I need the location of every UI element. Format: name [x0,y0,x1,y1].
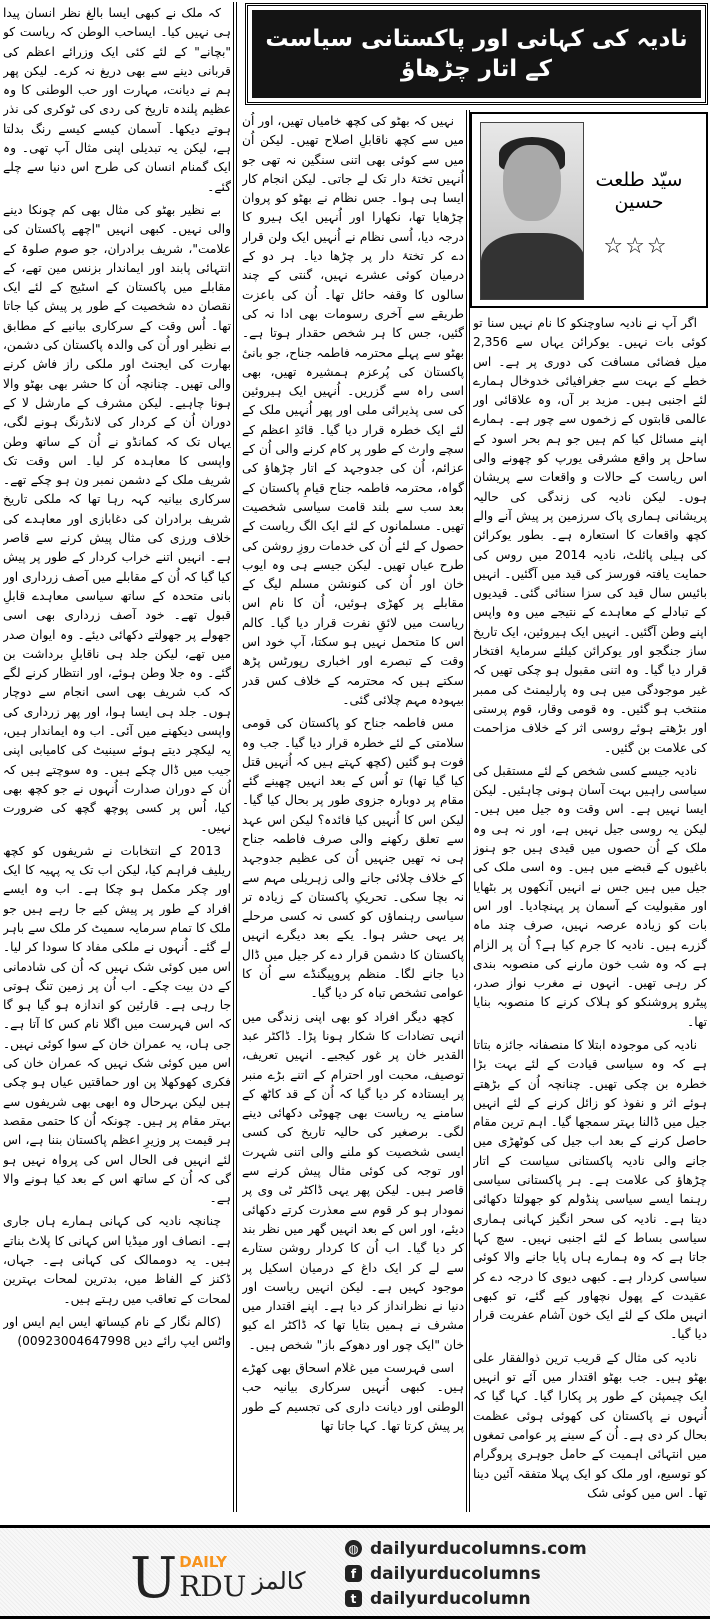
twitter-link[interactable]: t dailyurducolumn [345,1586,705,1611]
author-box [470,112,708,308]
stars-icon: ☆☆☆ [603,234,669,259]
column-divider [466,110,470,1512]
paragraph: نادیہ کی موجودہ ابتلا کا منصفانہ جائزہ بتاتا ہے کہ وہ سیاسی قیادت کے لئے بہت بڑا خطرہ بن چکی تھیں۔ چنانچہ اُن کے بڑھتے ہوئے اثر و نفوذ کو زائل کرنے کے لئے انہیں جیل میں ڈالنا بہتر سمجھا گیا۔ اہم ترین مقام حاصل کرنے کے بعد اب جیل کی کوٹھڑی میں جانے والی نادیہ پاکستانی سیاست کے اتار چڑھاؤ کی علامت ہے۔ ہر پاکستانی سیاسی رہنما ایسے سیاسی پنڈولم کو جھولتا دکھائی دیتا ہے۔ نادیہ کی سحر انگیز کہانی ہماری سیاسی بساط کے لئے اجنبی نہیں۔ سچ کہا جاتا ہے کہ وہ ہمارے ہاں پایا جانے والا کوئی سیاسی کردار ہے۔ کبھی دیوی کا درجہ دے کر عقیدت کے پھول نچھاور کیے گئے، تو کبھی انہیں ملک کے لئے ایک خون آشام عفریت قرار دیا گیا۔ [473,1037,707,1342]
twitter-icon: t [345,1590,362,1607]
paragraph: بے نظیر بھٹو کی مثال بھی کم چونکا دینے والی نہیں۔ کبھی انہیں "اچھے پاکستان کی علامت"، شریف برادران، جو صوم صلوۃ کے انتہائی پابند اور ایماندار بزنس مین تھے، کے مقابلے میں پاکستان کے اسٹیج کے لئے ایک نقصان دہ شخصیت کے طور پر پیش کیا جاتا تھا۔ اُس وقت کے سرکاری بیانیے کے مطابق بے نظیر اور اُن کی والدہ پاکستان کی دشمن، بھارت کی ایجنٹ اور ملکی راز فاش کرنے والی تھیں۔ چنانچہ اُن کا حشر بھی بھٹو والا ہونا چاہیے۔ لیکن مشرف کے مارشل لا کے دوران اُن کے کردار کی لانڈرنگ ہونے لگی، یہاں تک کہ کمانڈو نے اُن کے ساتھ وطن واپسی کا معاہدہ کر لیا۔ اس وقت تک شریف ملک کے دشمن نمبر ون ہو چکے تھے۔ سرکاری بیانیہ کہہ رہا تھا کہ ملکی تاریخ شریف برادران کی دغابازی اور معاہدے کی خلاف ورزی کی مثال پیش کرنے سے قاصر ہے۔ انہیں اتنے خراب کردار کے طور پر پیش کیا گیا کہ اُن کے مقابلے میں آصف زرداری اور بانی متحدہ کے ساتھ سیاسی معاہدے قابلِ قبول تھے۔ خود آصف زرداری بھی اسی جھولے پر جھولتے دکھائی دیئے۔ وہ ایوان صدر میں تھے، لیکن جلد ہی ناقابلِ برداشت بن گئے۔ وہ جلا وطن ہوئے، اور انتظار کرنے لگے کہ کب شریف بھی اسی انجام سے دوچار ہوں۔ جلد ہی ایسا ہوا، اور پھر زرداری کی واپسی دیکھنے میں آئی۔ اب وہ ایماندار ہیں، یہ لیکچر دیتے ہوئے سینیٹ کی کامیابی اپنی جیب میں ڈال چکے ہیں۔ وہ سوچتے ہیں کہ اُن کے دوران صدارت اُنہوں نے جو کچھ بھی کیا، اُس پر کسی پوچھ گچھ کی ضرورت نہیں۔ [3,202,231,835]
headline-box [245,3,708,105]
footer [0,1525,710,1619]
daily-urdu-columns-logo: U DAILY RDU کالمز [130,1546,306,1611]
article-column-right [473,314,707,1512]
paragraph: مس فاطمہ جناح کو پاکستان کی قومی سلامتی کے لئے خطرہ قرار دیا گیا۔ جب وہ فوت ہو گئیں (کچھ کہتے ہیں کہ اُنہیں قتل کیا گیا تھا) تو اُس کے بعد انہیں چھینے گئے مقام پر دوبارہ جزوی طور پر بحال کیا گیا۔ لیکن اس کا اُنہیں کیا فائدہ؟ لیکن اس عہد سے تعلق رکھنے والی صرف فاطمہ جناح ہی نہ تھیں جنہیں اُن کی عظیم جدوجہد کے خلاف چلائی جانے والی زہریلی مہم سے نہ بچا سکی۔ تحریکِ پاکستان کے زیادہ تر سیاسی رہنماؤں کو کسی نہ کسی مرحلے پر یہی حشر ہوا۔ یکے بعد دیگرے انہیں پاکستان کا دشمن قرار دے کر جیل میں ڈال دیا جانے لگا۔ منظم پروپیگنڈے سے اُن کا عوامی تشخص تباہ کر دیا گیا۔ [242,716,464,1001]
column-divider [233,2,237,1512]
facebook-icon: f [345,1565,362,1582]
paragraph: کہ ملک نے کبھی ایسا بالغ نظر انسان پیدا ہی نہیں کیا۔ ایساحب الوطن کہ ریاست کو "بچانے" کے لئے کئی ایک وزرائے اعظم کی قربانی دینے سے بھی دریغ نہ کرے۔ لیکن پھر ہم نے دیانت، مہارت اور حب الوطنی کا وہ عظیم پلندہ تاریخ کی ردی کی ٹوکری کی نذر ہوتے دیکھا۔ آسمان کیسے کیسے رنگ بدلتا ہے، لیکن یہ تبدیلی اپنی مثال آپ تھی۔ وہ ایک گمنام انسان کی طرح اس دنیا سے چلے گئے۔ [3,6,231,194]
headline: نادیہ کی کہانی اور پاکستانی سیاست کے اتار چڑھاؤ [252,10,701,98]
paragraph: نادیہ کی مثال کے قریب ترین ذوالفقار علی بھٹو ہیں۔ جب بھٹو اقتدار میں آئے تو انہیں ایک چیمپئن کے طور پر پکارا گیا۔ کہا گیا کہ اُنہوں نے پاکستان کی کھوئی ہوئی عظمت بحال کر دی ہے۔ اُن کے سینے پر عوامی تمغوں میں انتہائی اہمیت کے حامل جوہری پروگرام کو توسیع، اور ملک کو ایک پہلا متفقہ آئین دینا تھا۔ اس میں کوئی شک [473,1350,707,1500]
article-column-middle [242,112,464,1512]
author-photo [480,122,584,300]
facebook-link[interactable]: f dailyurducolumns [345,1561,705,1586]
globe-icon: ◍ [345,1540,362,1557]
paragraph: اسی فہرست میں غلام اسحاق بھی کھڑے ہیں۔ کبھی اُنہیں سرکاری بیانیہ حب الوطنی اور دیانت داری کی تجسیم کے طور پر پیش کرتا تھا۔ کہا جاتا تھا [242,1361,464,1433]
website-link[interactable]: ◍ dailyurducolumns.com [345,1536,705,1561]
paragraph: کچھ دیگر افراد کو بھی اپنی زندگی میں انہی تضادات کا شکار ہونا پڑا۔ ڈاکٹر عبد القدیر خان پر غور کیجیے۔ انہیں تعریف، توصیف، محبت اور احترام کے اتنے بڑے منبر پر ایستادہ کر دیا گیا کہ اُن کے قد کاٹھ کے سامنے یہ ریاست بھی چھوٹی دکھائی دینے لگی۔ برصغیر کی حالیہ تاریخ کی کسی ایسی شخصیت کو ملنے والی اتنی شہرت اور توجہ کی کوئی مثال پیش کرنے سے قاصر ہیں۔ لیکن پھر یہی ڈاکٹر ٹی وی پر نمودار ہو کر قوم سے معذرت کرتے دکھائی دیئے، اور اس کے بعد انہیں گھر میں نظر بند کر دیا گیا۔ اب اُن کا کردار روشن ستارے سے لے کر ایک داغ کے درمیان اسکیل پر موجود کہیں ہے۔ لیکن انہیں ریاست اور دنیا نے نظرانداز کر دیا ہے۔ اپنے اقتدار میں مشرف نے ہمیں بتایا تھا کہ ڈاکٹر اے کیو خان "ایک چور اور دھوکے باز" شخص ہیں۔ [242,1009,464,1352]
paragraph: 2013 کے انتخابات نے شریفوں کو کچھ ریلیف فراہم کیا، لیکن اب تک یہ پہیہ کا ایک اور چکر مکمل ہو چکا ہے۔ اب وہ ایسے افراد کے طور پر پیش کیے جا رہے ہیں جو ملک کا تمام سرمایہ سمیٹ کر ملک سے باہر لے گئے۔ اُنہوں نے ملکی مفاد کا سودا کر لیا۔ اس میں کوئی شک نہیں کہ اُن کی شادمانی کے دن بیت چکے۔ اب اُن پر زمین تنگ ہوتی جا رہی ہے۔ قارئین کو اندازہ ہو گیا ہو گا کہ اس فہرست میں اگلا نام کس کا آتا ہے۔ جی ہاں، یہ عمران خان کے سوا کوئی نہیں۔ اس میں کوئی شک نہیں کہ عمران خان کی فکری کھوکھلا پن اور حماقتیں عیاں ہو چکی ہیں لیکن بہرحال وہ ابھی بھی شریفوں سے بہتر مقام پر ہیں۔ چونکہ اُن کا حتمی مقصد ہر قیمت پر وزیرِ اعظم پاکستان بننا ہے، اس لئے انہیں فی الحال اس کی پرواہ نہیں ہو گی کہ اُن کے ساتھ اس کے بعد کیا ہونے والا ہے۔ [3,843,231,1206]
paragraph: نادیہ جیسے کسی شخص کے لئے مستقبل کی سیاسی راہیں بہت آسان ہونی چاہئیں۔ لیکن ایسا نہیں ہے۔ اس وقت وہ جیل میں ہیں۔ لیکن یہ روسی جیل نہیں ہے، اور نہ ہی وہ ملک کے اُن حصوں میں قیدی ہیں جو ہنوز باغیوں کے قبضے میں ہیں۔ وہ اسی ملک کی جیل میں ہیں جس نے انہیں آنکھوں پر بٹھایا اور مقبولیت کے آسمان پر پہنچادیا۔ اور اس بات کو زیادہ عرصہ نہیں، صرف چند ماہ گزرے ہیں۔ نادیہ کا جرم کیا ہے؟ اُن پر الزام ہے کہ وہ شب خون مارنے کی منصوبہ بندی کر رہی تھیں۔ انہوں نے مغرب نواز صدر، پیٹرو پروشنکو کو ہلاک کرنے کا منصوبہ بنایا تھا۔ [473,763,707,1029]
article-column-left [3,4,231,1512]
paragraph: اگر آپ نے نادیہ ساوچنکو کا نام نہیں سنا تو کوئی بات نہیں۔ یوکرائن یہاں سے 2,356 میل فضائی مسافت کی دوری پر ہے۔ اس خطے کے بہت سے جغرافیائی خدوخال ہمارے لئے اجنبی ہیں۔ مزید بر آں، وہ علاقائی اور عالمی قابتوں کے زخموں سے چور ہے۔ ہمارے اپنے مسائل کیا کم ہیں جو ہم بحر اسود کے ساحل پر واقع مشرقی یورپ کو چھونے والی اس ریاست کے حالات و واقعات سے پریشان ہوں۔ لیکن نادیہ کی زندگی کی حالیہ پریشانی ہماری پاک سرزمین پر پیش آنے والے کچھ واقعات کا استعارہ ہے۔ بطور یوکرائن کی ہیلی پائلٹ، نادیہ 2014 میں روس کی حمایت یافتہ فورسز کی قید میں آگئیں۔ انہیں بائیس سال قید کی سزا سنائی گئی۔ قیدیوں کے تبادلے کے معاہدے کے نتیجے میں وہ واپس اپنے وطن آگئیں۔ انہیں ایک ہیروئین، ایک تاریخ ساز جنگجو اور یوکرائن کیلئے سرمایۂ افتخار قرار دیا گیا۔ وہ اتنی مقبول ہو چکی تھیں کہ غیر موجودگی میں ہی وہ پارلیمنٹ کی ممبر منتخب ہو گئیں۔ وہ قومی وقار، قوم پرستی اور بڑھتے ہوئے روسی اثر کے خلاف مزاحمت کی علامت بن گئیں۔ [473,316,707,755]
paragraph: چنانچہ نادیہ کی کہانی ہمارے ہاں جاری ہے۔ انصاف اور میڈیا اس کہانی کا پلاٹ بناتے ہیں۔ یہ دوممالک کی کہانی ہے۔ جہاں، ڈکنز کے الفاظ میں، بدترین لمحات بہترین لمحات کے تعاقب میں رہتے ہیں۔ [3,1214,231,1306]
contact-note: (کالم نگار کے نام کیساتھ ایس ایم ایس اور واٹس ایپ رائے دیں 00923004647998) [3,1314,231,1349]
author-name: سیّد طلعت حسین [595,169,683,213]
paragraph: نہیں کہ بھٹو کی کچھ خامیاں تھیں، اور اُن میں سے کچھ ناقابلِ اصلاح تھیں۔ لیکن اُن میں سے کوئی بھی اتنی سنگین نہ تھی جو اُنہیں تختۂ دار تک لے جاتی۔ لیکن انجام کار ایسا ہی ہوا۔ جس نظام نے بھٹو کو پروان چڑھایا تھا، نکھارا اور اُنہیں ایک ہیرو کا درجہ دیا، اُسی نظام نے اُنہیں ایک ولن قرار دے کر تختۂ دار پر چڑھا دیا۔ ہر دو کے درمیان کوئی عشرے نہیں، گنتی کے چند سالوں کا وقفہ حائل تھا۔ اُن کی باعزت طریقے سے آخری رسومات بھی ادا نہ کی گئیں، جس کا ہر شخص حقدار ہوتا ہے۔ بھٹو سے پہلے محترمہ فاطمہ جناح، جو بانیٔ پاکستان کی پُرعزم ہمشیرہ تھیں، بھی اسی راہ سے گزریں۔ اُنہیں ایک ہیروئین کی سی پذیرائی ملی اور پھر اُنہیں ملک کے لئے ایک خطرہ قرار دیا گیا۔ قائدِ اعظم کے سچے وارث کے طور پر کام کرنے والی اُن کے عزائم، اُن کی جدوجہد کے اتار چڑھاؤ کی گواہ، محترمہ فاطمہ جناح قیامِ پاکستان کے بعد سب سے بلند قامت سیاسی شخصیت تھیں۔ مسلمانوں کے لئے ایک الگ ریاست کے حصول کے لئے اُن کی خدمات روزِ روشن کی طرح عیاں تھیں۔ لیکن جیسے ہی وہ ایوب خان اور اُن کی کنونشن مسلم لیگ کے مقابلے پر کھڑی ہوئیں، اُن کا نام اس ریاست میں لائقِ نفرت قرار دیا گیا۔ کالم اس کا متحمل نہیں ہو سکتا، آپ خود اس وقت کے تبصرے اور اخباری رپورٹس پڑھ سکتے ہیں کہ محترمہ کے خلاف کس قدر بیہودہ مہم چلائی گئی۔ [242,114,464,707]
